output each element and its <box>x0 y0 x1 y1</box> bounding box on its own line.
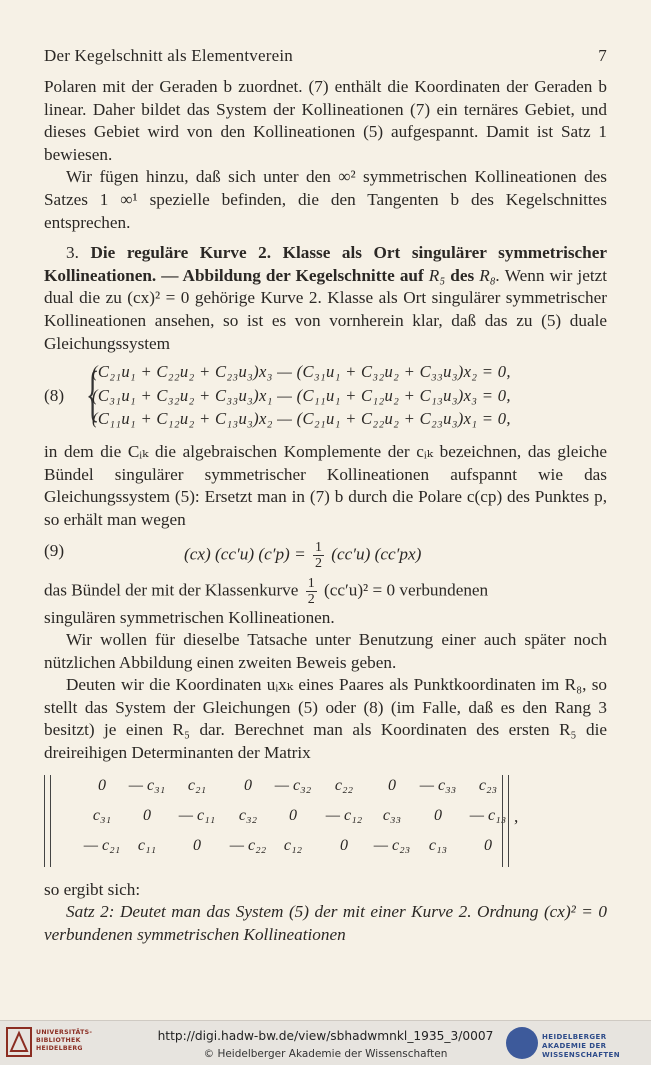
paragraph-7: Deuten wir die Koordinaten uᵢxₖ eines Paares als Punktkoordinaten im R₈, so stellt das System der Gleichungen (5) oder (8) (im Falle, daß es den Rang 3 besitzt) je einen R₅ dar. Berechnet man als Koordinaten des ersten R₅ die dreireihigen Determinanten der Matrix <box>44 675 607 763</box>
matrix-right-bar <box>502 775 509 867</box>
matrix-trailing-comma: , <box>514 806 519 826</box>
paragraph-4: in dem die Cᵢₖ die algebraischen Komplemente der cᵢₖ bezeichnen, das gleiche Bündel singulärer symmetrischer Kollineationen aufspannt wie das Gleichungssystem (5): Ersetzt man in (7) b durch die Polare c(cp) des Punktes p, so erhält man wegen <box>44 442 607 529</box>
matrix-cell: c₂₃ <box>478 776 498 794</box>
matrix-left-bar <box>44 775 51 867</box>
matrix-cell: c₁₂ <box>283 836 303 854</box>
page-header <box>44 46 607 70</box>
matrix-row-1 <box>72 775 512 805</box>
inline-fraction-numerator: 1 <box>307 575 315 591</box>
matrix-cell: 0 <box>289 806 297 824</box>
section-r5: R₅ <box>428 265 446 285</box>
paragraph-5-start: das Bündel der mit der Klassenkurve <box>44 579 299 599</box>
equation-9-number: (9) <box>44 540 65 560</box>
equation-9-rhs: (cc′u) (cc′px) <box>331 543 422 563</box>
matrix-cell: — c₂₂ <box>229 836 267 854</box>
determinant-matrix <box>44 775 607 871</box>
matrix-cell: 0 <box>388 776 396 794</box>
matrix-cell: c₃₁ <box>92 806 112 824</box>
paragraph-5 <box>44 576 607 607</box>
matrix-cell: — c₁₂ <box>325 806 363 824</box>
copyright-notice: © Heidelberger Akademie der Wissenschaften <box>203 1048 448 1060</box>
matrix-cell: 0 <box>193 836 201 854</box>
equation-9-expression <box>184 540 421 571</box>
section-number: 3. <box>66 243 79 263</box>
equation-8-line-2: (C₃₁u₁ + C₃₂u₂ + C₃₃u₃)x₁ — (C₁₁u₁ + C₁₂u₂ + C₁₃u₃)x₃ = 0, <box>92 385 511 405</box>
matrix-row-2 <box>72 805 512 835</box>
equation-9-lhs: (cx) (cc′u) (c′p) = <box>184 543 306 563</box>
fraction-one-half-inline <box>306 576 317 607</box>
matrix-cell: — c₂₃ <box>373 836 411 854</box>
paragraph-8: so ergibt sich: <box>44 879 141 899</box>
section-3-paragraph <box>44 242 607 355</box>
matrix-grid <box>72 775 512 865</box>
paragraph-1: Polaren mit der Geraden b zuordnet. (7) enthält die Koordinaten der Geraden b linear. Daher bildet das System der Kollineationen (7) ein ternäres Gebiet, und dieses Gebiet wird von den Kollineationen (5) aufgespannt. Damit ist Satz 1 bewiesen. <box>44 77 607 164</box>
equation-8-line-3: (C₁₁u₁ + C₁₂u₂ + C₁₃u₃)x₂ — (C₂₁u₁ + C₂₂u₂ + C₂₃u₃)x₁ = 0, <box>92 409 511 429</box>
matrix-row-3 <box>72 835 512 865</box>
matrix-cell: c₃₃ <box>382 806 402 824</box>
source-url-link[interactable]: http://digi.hadw-bw.de/view/sbhadwmnkl_1935_3/0007 <box>157 1029 494 1043</box>
equation-8-lines <box>92 361 511 432</box>
equation-8-number: (8) <box>44 386 65 406</box>
section-text: Wenn wir jetzt dual die zu (cx)² = 0 gehörige Kurve 2. Klasse als Ort singulärer symmetrischer Kollineationen ansehen, so ist es von vornherein klar, daß das zu (5) duale Gleichungssystem <box>44 265 607 353</box>
section-des: des <box>450 265 475 285</box>
paragraph-5-end: (cc′u)² = 0 verbundenen <box>324 579 489 599</box>
matrix-cell: 0 <box>244 776 252 794</box>
matrix-cell: c₁₁ <box>137 836 157 854</box>
paragraph-5-continuation: singulären symmetrischen Kollineationen. <box>44 607 335 627</box>
equation-8-line-1: (C₂₁u₁ + C₂₂u₂ + C₂₃u₃)x₃ — (C₃₁u₁ + C₃₂u₂ + C₃₃u₃)x₂ = 0, <box>92 362 511 382</box>
matrix-cell: 0 <box>143 806 151 824</box>
matrix-cell: — c₁₃ <box>469 806 507 824</box>
library-name: UNIVERSITÄTS- BIBLIOTHEK HEIDELBERG <box>36 1029 93 1052</box>
matrix-cell: c₂₁ <box>187 776 207 794</box>
viewer-footer <box>0 1020 651 1065</box>
matrix-cell: c₃₂ <box>238 806 258 824</box>
fraction-one-half <box>313 540 324 571</box>
fraction-denominator: 2 <box>314 555 322 571</box>
matrix-cell: — c₁₁ <box>178 806 216 824</box>
section-r8: R₈. <box>479 265 500 285</box>
equation-9 <box>44 536 607 572</box>
matrix-cell: 0 <box>434 806 442 824</box>
running-title: Der Kegelschnitt als Elementverein <box>44 46 293 65</box>
matrix-cell: c₂₂ <box>334 776 354 794</box>
matrix-cell: 0 <box>98 776 106 794</box>
page-body <box>44 76 607 946</box>
section-heading: Die reguläre Kurve 2. Klasse als Ort singulärer symmetrischer Kollineationen. — Abbildung der Kegelschnitte auf <box>44 243 607 285</box>
matrix-cell: 0 <box>340 836 348 854</box>
academy-name: HEIDELBERGER AKADEMIE DER WISSENSCHAFTEN <box>542 1033 620 1059</box>
page-number: 7 <box>598 46 607 65</box>
matrix-cell: — c₂₁ <box>83 836 121 854</box>
inline-fraction-denominator: 2 <box>307 591 315 607</box>
academy-logo-icon <box>506 1027 538 1059</box>
matrix-cell: — c₃₂ <box>274 776 312 794</box>
equation-8 <box>44 361 607 437</box>
left-brace: { <box>86 360 100 429</box>
fraction-numerator: 1 <box>314 539 322 555</box>
matrix-cell: 0 <box>484 836 492 854</box>
matrix-cell: c₁₃ <box>428 836 448 854</box>
matrix-cell: — c₃₁ <box>128 776 166 794</box>
paragraph-6: Wir wollen für dieselbe Tatsache unter Benutzung einer auch später noch nützlichen Abbildung einen zweiten Beweis geben. <box>44 630 607 672</box>
theorem-2: Satz 2: Deutet man das System (5) der mit einer Kurve 2. Ordnung (cx)² = 0 verbundenen symmetrischen Kollineationen <box>44 902 607 944</box>
matrix-cell: — c₃₃ <box>419 776 457 794</box>
paragraph-2: Wir fügen hinzu, daß sich unter den ∞² symmetrischen Kollineationen des Satzes 1 ∞¹ spezielle befinden, die den Tangenten b des Kegelschnittes entsprechen. <box>44 167 607 232</box>
